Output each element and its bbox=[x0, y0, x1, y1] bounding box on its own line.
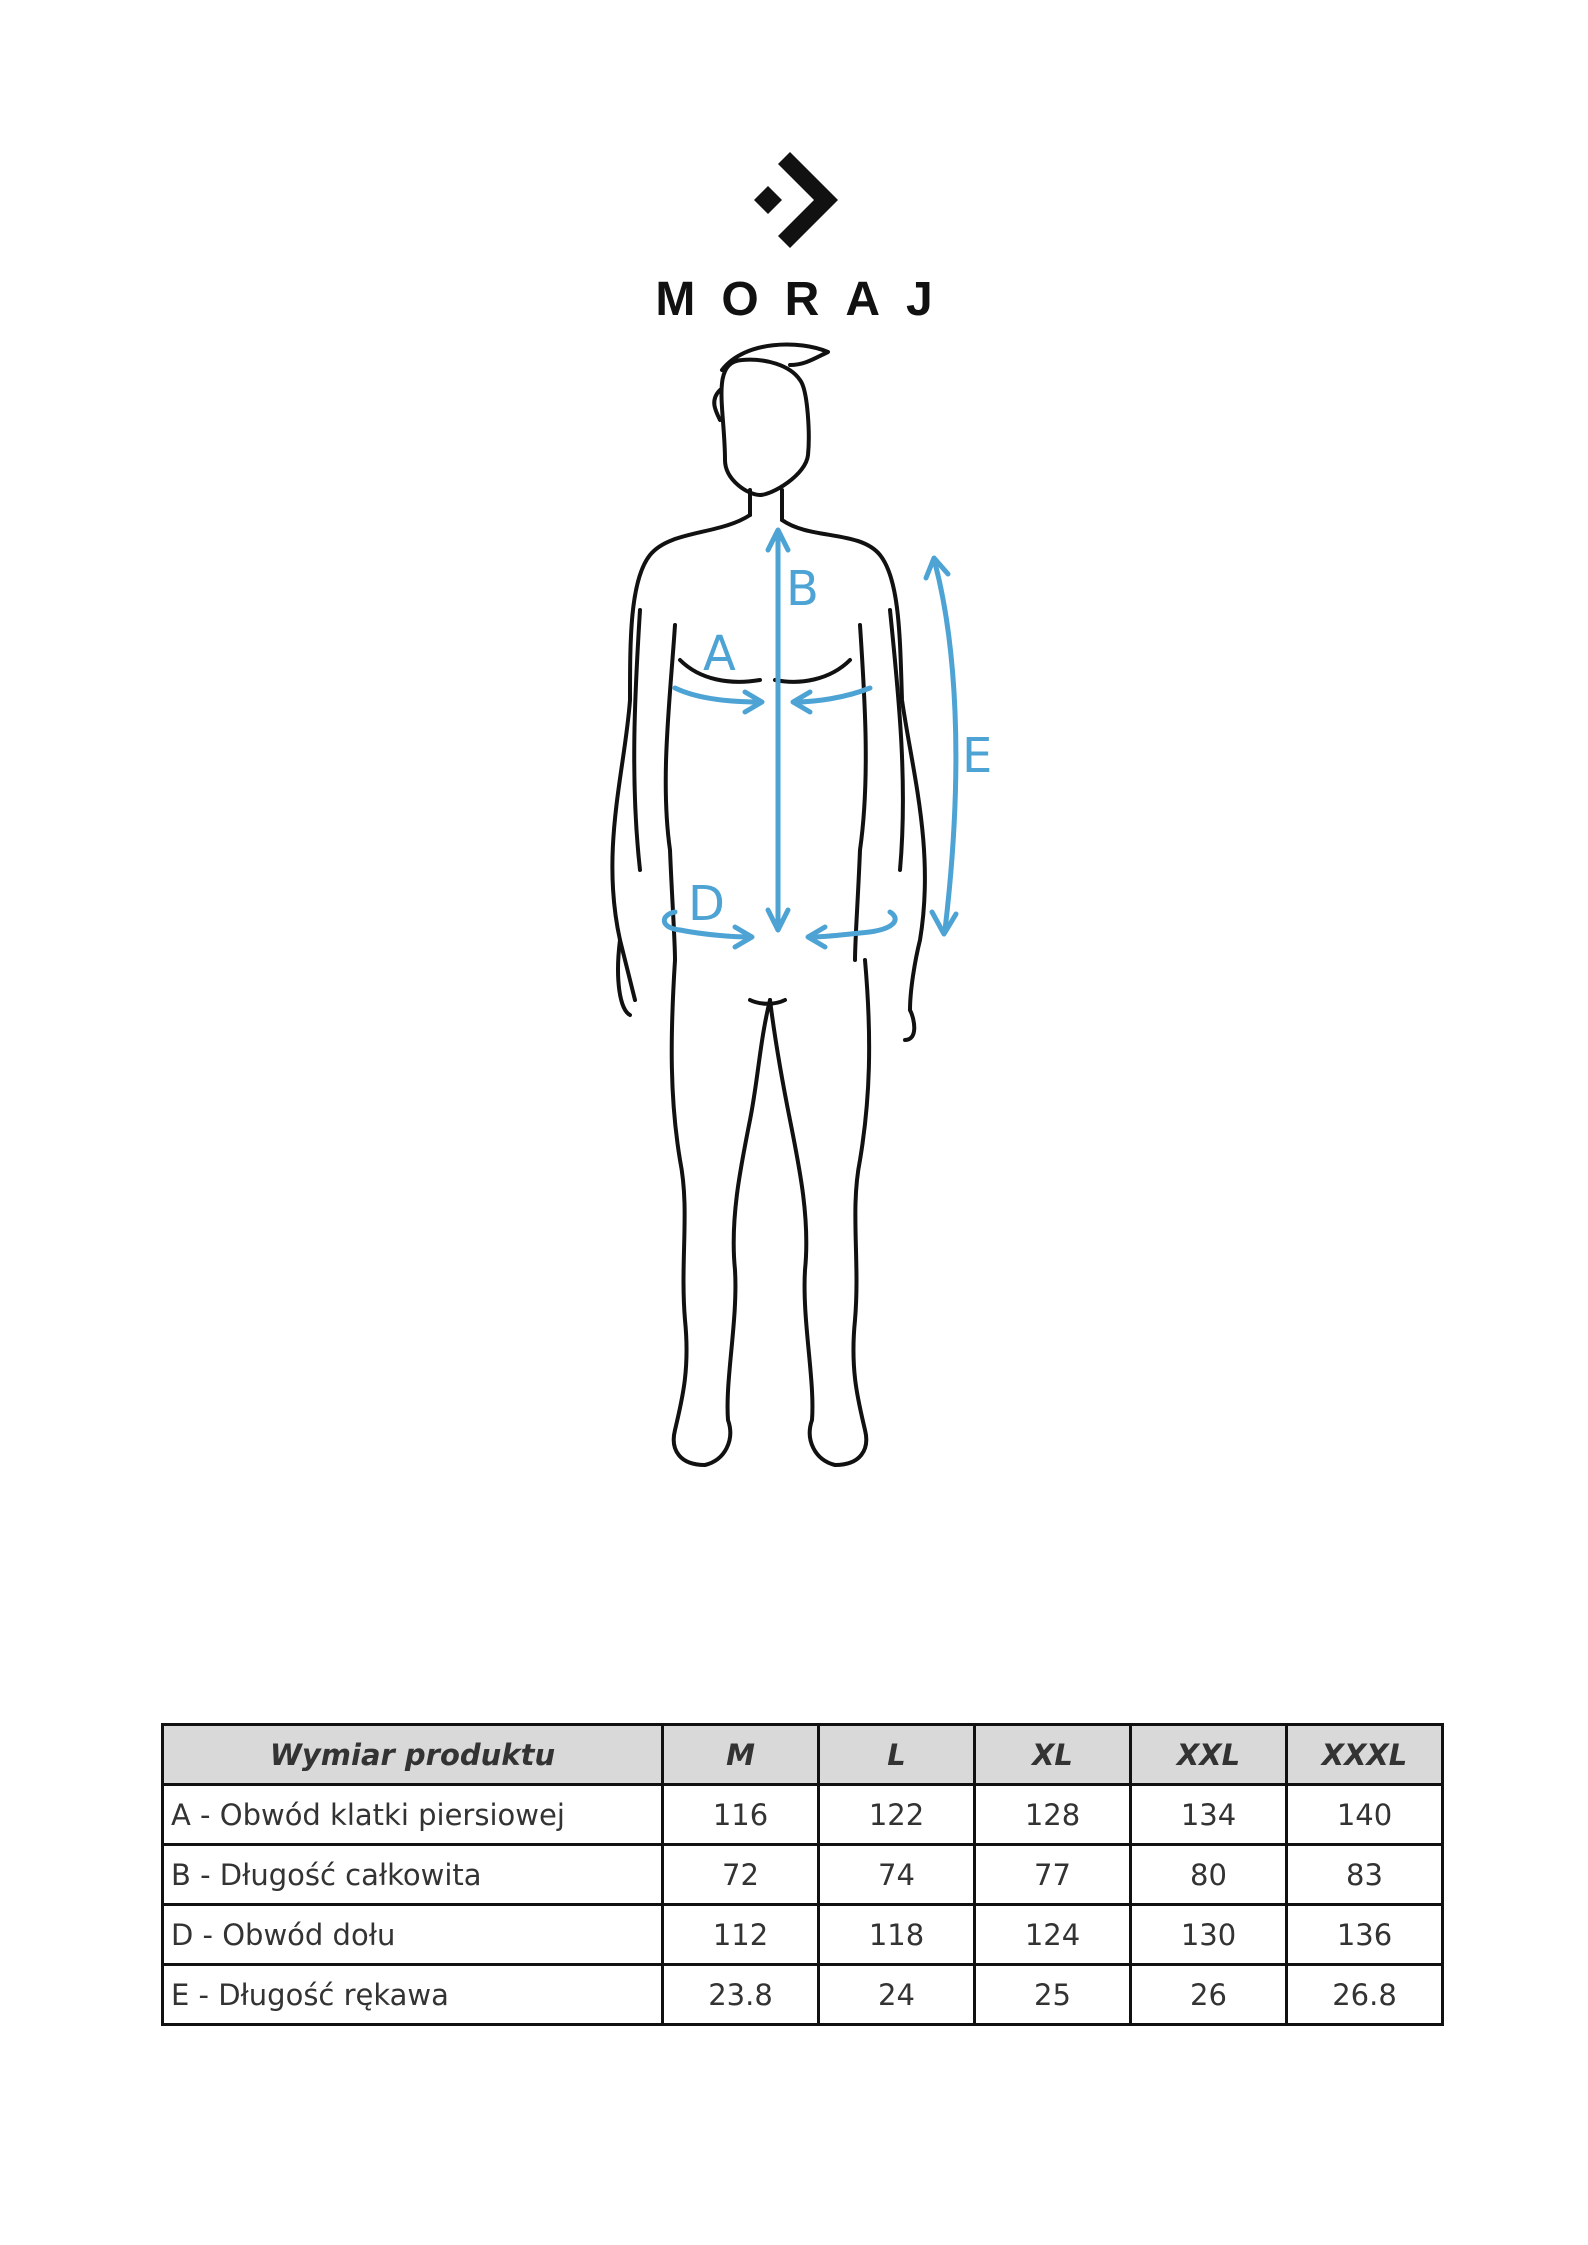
table-cell: 112 bbox=[663, 1905, 819, 1965]
header-size: L bbox=[819, 1725, 975, 1785]
male-body-outline-icon bbox=[612, 345, 925, 1465]
size-chart-table bbox=[161, 1723, 1444, 2026]
table-cell: 24 bbox=[819, 1965, 975, 2025]
header-size: XL bbox=[975, 1725, 1131, 1785]
table-row bbox=[163, 1905, 1443, 1965]
table-cell: 77 bbox=[975, 1845, 1131, 1905]
table-cell: 122 bbox=[819, 1785, 975, 1845]
table-cell: 130 bbox=[1131, 1905, 1287, 1965]
row-label: B - Długość całkowita bbox=[163, 1845, 663, 1905]
brand-logo-icon bbox=[752, 152, 848, 248]
row-label: A - Obwód klatki piersiowej bbox=[163, 1785, 663, 1845]
header-size: XXL bbox=[1131, 1725, 1287, 1785]
brand-name: MORAJ bbox=[655, 273, 959, 326]
table-header-row bbox=[163, 1725, 1443, 1785]
row-label: E - Długość rękawa bbox=[163, 1965, 663, 2025]
table-cell: 23.8 bbox=[663, 1965, 819, 2025]
table-cell: 124 bbox=[975, 1905, 1131, 1965]
table-row bbox=[163, 1965, 1443, 2025]
table-cell: 72 bbox=[663, 1845, 819, 1905]
table-row bbox=[163, 1845, 1443, 1905]
marker-b: B bbox=[786, 561, 819, 617]
table-cell: 136 bbox=[1287, 1905, 1443, 1965]
row-label: D - Obwód dołu bbox=[163, 1905, 663, 1965]
table-cell: 80 bbox=[1131, 1845, 1287, 1905]
table-cell: 25 bbox=[975, 1965, 1131, 2025]
table-row bbox=[163, 1785, 1443, 1845]
marker-a: A bbox=[703, 626, 736, 682]
table-cell: 74 bbox=[819, 1845, 975, 1905]
table-cell: 140 bbox=[1287, 1785, 1443, 1845]
body-measurement-figure bbox=[560, 340, 1030, 1540]
table-cell: 116 bbox=[663, 1785, 819, 1845]
table-cell: 83 bbox=[1287, 1845, 1443, 1905]
table-cell: 134 bbox=[1131, 1785, 1287, 1845]
marker-d: D bbox=[688, 876, 725, 932]
table-cell: 26.8 bbox=[1287, 1965, 1443, 2025]
table-cell: 118 bbox=[819, 1905, 975, 1965]
header-dimension: Wymiar produktu bbox=[163, 1725, 663, 1785]
table-cell: 128 bbox=[975, 1785, 1131, 1845]
header-size: M bbox=[663, 1725, 819, 1785]
marker-e: E bbox=[962, 728, 993, 784]
table-cell: 26 bbox=[1131, 1965, 1287, 2025]
header-size: XXXL bbox=[1287, 1725, 1443, 1785]
